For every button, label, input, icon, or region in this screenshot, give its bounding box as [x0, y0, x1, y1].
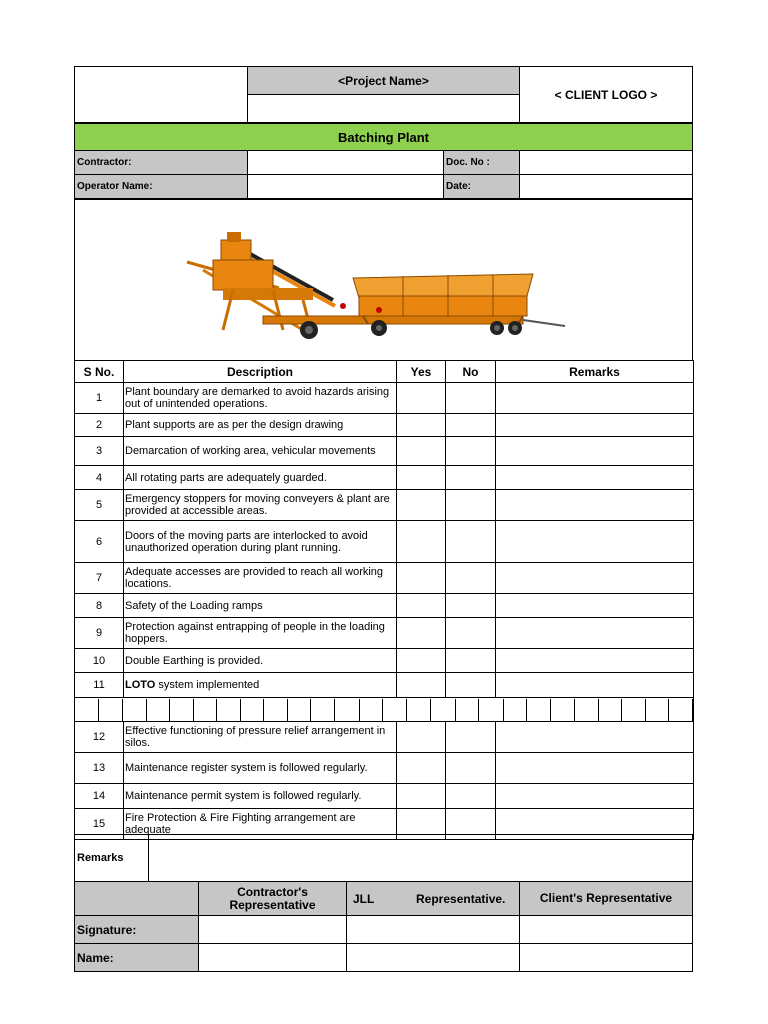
rep-header-blank — [74, 881, 199, 916]
table-row — [75, 490, 694, 521]
table-row — [75, 414, 694, 437]
row-number: 10 — [75, 649, 124, 673]
table-row — [75, 673, 694, 698]
table-row — [75, 722, 694, 753]
row-remarks-cell[interactable] — [496, 753, 694, 784]
row-remarks-cell[interactable] — [496, 618, 694, 649]
row-description — [124, 673, 397, 698]
row-description — [124, 466, 397, 490]
col-description-header: Description — [124, 361, 397, 383]
row-yes-cell[interactable] — [397, 466, 446, 490]
row-description — [124, 383, 397, 414]
separator-strip — [75, 699, 693, 721]
table-row — [75, 563, 694, 594]
row-no-cell[interactable] — [446, 594, 496, 618]
row-no-cell[interactable] — [446, 521, 496, 563]
row-number: 3 — [75, 437, 124, 466]
row-yes-cell[interactable] — [397, 563, 446, 594]
separator-strip-cell — [407, 699, 432, 721]
separator-strip-cell — [264, 699, 288, 721]
row-remarks-cell[interactable] — [496, 414, 694, 437]
doc-no-label: Doc. No : — [443, 150, 520, 175]
row-number: 4 — [75, 466, 124, 490]
row-description-text: Protection against entrapping of people in the loading hoppers. — [125, 621, 385, 645]
row-description — [124, 784, 397, 809]
row-description — [124, 437, 397, 466]
row-description-text: Demarcation of working area, vehicular movements — [125, 445, 376, 457]
checklist-table — [74, 360, 694, 840]
separator-strip-cell — [575, 699, 599, 721]
separator-strip-cell — [194, 699, 218, 721]
batching-plant-image — [183, 230, 583, 350]
row-description-text: system implemented — [155, 679, 260, 691]
page-title: Batching Plant — [74, 123, 693, 151]
row-no-cell[interactable] — [446, 618, 496, 649]
col-sno-header: S No. — [75, 361, 124, 383]
row-yes-cell[interactable] — [397, 618, 446, 649]
table-row — [75, 594, 694, 618]
row-number: 13 — [75, 753, 124, 784]
separator-strip-cell — [646, 699, 670, 721]
row-number: 5 — [75, 490, 124, 521]
contractor-signature-field[interactable] — [198, 915, 347, 944]
jll-rep-label: Representative. — [416, 892, 506, 906]
col-yes-header: Yes — [397, 361, 446, 383]
operator-name-field[interactable] — [247, 174, 444, 199]
row-no-cell[interactable] — [446, 784, 496, 809]
col-no-header: No — [446, 361, 496, 383]
separator-strip-cell — [311, 699, 335, 721]
table-row — [75, 784, 694, 809]
row-no-cell[interactable] — [446, 383, 496, 414]
row-remarks-cell[interactable] — [496, 649, 694, 673]
separator-strip-cell — [479, 699, 504, 721]
row-description-text: Maintenance permit system is followed regularly. — [125, 790, 362, 802]
row-yes-cell[interactable] — [397, 383, 446, 414]
separator-strip-cell — [217, 699, 241, 721]
client-rep-header: Client's Representative — [519, 881, 693, 916]
client-logo-cell: < CLIENT LOGO > — [519, 66, 693, 123]
separator-strip-cell — [551, 699, 576, 721]
contractor-label: Contractor: — [74, 150, 248, 175]
col-remarks-header: Remarks — [496, 361, 694, 383]
separator-strip-cell — [335, 699, 360, 721]
separator-strip-cell — [360, 699, 384, 721]
contractor-field[interactable] — [247, 150, 444, 175]
separator-strip-cell — [622, 699, 646, 721]
row-no-cell[interactable] — [446, 466, 496, 490]
row-number: 9 — [75, 618, 124, 649]
row-number: 11 — [75, 673, 124, 698]
separator-strip-cell — [431, 699, 456, 721]
separator-strip-cell — [527, 699, 551, 721]
table-row — [75, 521, 694, 563]
row-yes-cell[interactable] — [397, 673, 446, 698]
table-row — [75, 383, 694, 414]
row-description — [124, 414, 397, 437]
row-yes-cell[interactable] — [397, 784, 446, 809]
separator-strip-cell — [669, 699, 693, 721]
row-description — [124, 649, 397, 673]
row-remarks-cell[interactable] — [496, 437, 694, 466]
remarks-label: Remarks — [74, 834, 149, 882]
row-remarks-cell[interactable] — [496, 722, 694, 753]
jll-name-field[interactable] — [346, 943, 520, 972]
operator-name-label: Operator Name: — [74, 174, 248, 199]
separator-strip-cell — [75, 699, 99, 721]
signature-label: Signature: — [74, 915, 199, 944]
separator-strip-cell — [456, 699, 480, 721]
row-yes-cell[interactable] — [397, 649, 446, 673]
checklist-header-row — [75, 361, 694, 383]
contractor-name-field[interactable] — [198, 943, 347, 972]
row-yes-cell[interactable] — [397, 753, 446, 784]
row-description-text: Fire Protection & Fire Fighting arrangement are adequate — [125, 812, 356, 836]
table-row — [75, 649, 694, 673]
row-remarks-cell[interactable] — [496, 490, 694, 521]
project-name-value-cell[interactable] — [247, 94, 520, 123]
row-description — [124, 722, 397, 753]
row-remarks-cell[interactable] — [496, 673, 694, 698]
row-no-cell[interactable] — [446, 437, 496, 466]
remarks-field[interactable] — [148, 834, 693, 882]
row-number: 6 — [75, 521, 124, 563]
table-row — [75, 753, 694, 784]
row-remarks-cell[interactable] — [496, 784, 694, 809]
separator-strip-cell — [599, 699, 623, 721]
row-description-text: Adequate accesses are provided to reach all working locations. — [125, 566, 384, 590]
row-no-cell[interactable] — [446, 563, 496, 594]
table-row — [75, 437, 694, 466]
separator-strip-cell — [147, 699, 171, 721]
jll-rep-header — [346, 881, 520, 916]
row-number: 1 — [75, 383, 124, 414]
separator-strip-cell — [170, 699, 194, 721]
row-no-cell[interactable] — [446, 722, 496, 753]
row-number: 14 — [75, 784, 124, 809]
row-yes-cell[interactable] — [397, 594, 446, 618]
row-remarks-cell[interactable] — [496, 383, 694, 414]
row-description-text: Safety of the Loading ramps — [125, 599, 263, 612]
row-remarks-cell[interactable] — [496, 594, 694, 618]
table-row — [75, 466, 694, 490]
row-number: 7 — [75, 563, 124, 594]
row-description — [124, 753, 397, 784]
logo-left-cell — [74, 66, 248, 123]
row-number: 12 — [75, 722, 124, 753]
jll-label: JLL — [353, 892, 375, 906]
doc-no-field[interactable] — [519, 150, 693, 175]
separator-strip-cell — [383, 699, 407, 721]
separator-strip-cell — [99, 699, 124, 721]
client-name-field[interactable] — [519, 943, 693, 972]
table-row — [75, 618, 694, 649]
row-description-text: Doors of the moving parts are interlocked to avoid unauthorized operation during plant running. — [125, 529, 368, 554]
contractor-rep-header: Contractor's Representative — [198, 881, 347, 916]
row-description-text: Emergency stoppers for moving conveyers & plant are provided at accessible areas. — [125, 493, 390, 517]
row-description-text: Plant supports are as per the design drawing — [125, 419, 344, 431]
row-yes-cell[interactable] — [397, 722, 446, 753]
jll-signature-field[interactable] — [346, 915, 520, 944]
row-description — [124, 563, 397, 594]
row-remarks-cell[interactable] — [496, 521, 694, 563]
separator-cell — [75, 698, 694, 722]
row-description-bold: LOTO — [125, 679, 156, 691]
project-name-cell: <Project Name> — [247, 66, 520, 95]
row-yes-cell[interactable] — [397, 490, 446, 521]
row-description-text: Effective functioning of pressure relief arrangement in silos. — [125, 725, 386, 749]
row-description-text: All rotating parts are adequately guarded. — [125, 471, 327, 484]
row-remarks-cell[interactable] — [496, 466, 694, 490]
row-description — [124, 618, 397, 649]
row-description — [124, 594, 397, 618]
row-no-cell[interactable] — [446, 753, 496, 784]
row-number: 2 — [75, 414, 124, 437]
row-no-cell[interactable] — [446, 490, 496, 521]
separator-strip-cell — [288, 699, 312, 721]
row-yes-cell[interactable] — [397, 437, 446, 466]
separator-strip-cell — [504, 699, 528, 721]
row-description — [124, 521, 397, 563]
separator-strip-cell — [241, 699, 265, 721]
row-no-cell[interactable] — [446, 673, 496, 698]
row-no-cell[interactable] — [446, 414, 496, 437]
inspection-checklist-sheet — [74, 66, 693, 973]
date-label: Date: — [443, 174, 520, 199]
row-description — [124, 490, 397, 521]
row-no-cell[interactable] — [446, 649, 496, 673]
date-field[interactable] — [519, 174, 693, 199]
client-signature-field[interactable] — [519, 915, 693, 944]
row-yes-cell[interactable] — [397, 521, 446, 563]
row-description-text: Plant boundary are demarked to avoid hazards arising out of unintended operations. — [125, 386, 390, 410]
row-number: 8 — [75, 594, 124, 618]
row-remarks-cell[interactable] — [496, 563, 694, 594]
row-number: 15 — [75, 809, 124, 840]
separator-row — [75, 698, 694, 722]
plant-image-cell — [74, 199, 693, 361]
row-description-text: Maintenance register system is followed regularly. — [125, 762, 368, 774]
separator-strip-cell — [123, 699, 147, 721]
name-label: Name: — [74, 943, 199, 972]
row-yes-cell[interactable] — [397, 414, 446, 437]
row-description-text: Double Earthing is provided. — [125, 654, 264, 667]
